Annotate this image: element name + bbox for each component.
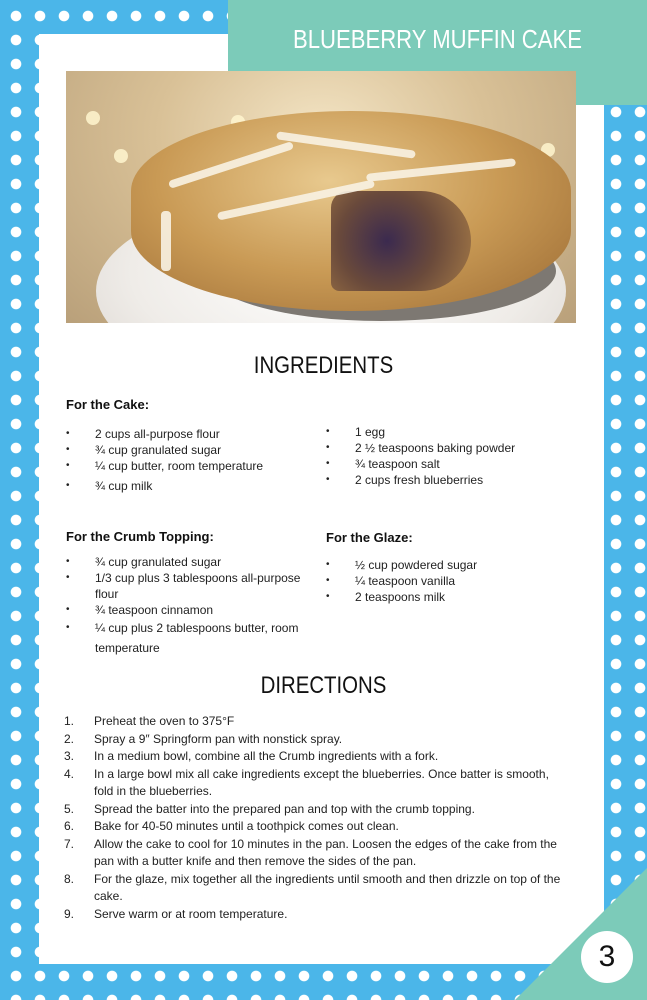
crumb-heading: For the Crumb Topping: [66, 529, 214, 544]
list-item: • 1/3 cup plus 3 tablespoons all-purpose flour [66, 570, 316, 602]
page-number: 3 [581, 931, 633, 983]
list-item: • 2 ½ teaspoons baking powder [326, 440, 576, 456]
list-item: • ¾ cup milk [66, 478, 316, 494]
direction-step: 8. For the glaze, mix together all the ingredients until smooth and then drizzle on top of the cake. [64, 871, 561, 903]
list-item: • ¾ teaspoon cinnamon [66, 602, 316, 618]
corner-accent [515, 868, 647, 1000]
glaze-heading: For the Glaze: [326, 530, 413, 545]
list-item: • ¾ cup granulated sugar [66, 554, 316, 570]
direction-step: 1. Preheat the oven to 375°F [64, 714, 235, 728]
direction-step: 6. Bake for 40-50 minutes until a toothpick comes out clean. [64, 819, 399, 833]
direction-step: 4. In a large bowl mix all cake ingredients except the blueberries. Once batter is smooth, fold in the blueberries. [64, 766, 549, 798]
list-item: • 2 cups fresh blueberries [326, 472, 576, 488]
list-item: • ¼ cup butter, room temperature [66, 458, 316, 474]
cake-heading: For the Cake: [66, 397, 150, 412]
direction-step: 3. In a medium bowl, combine all the Crumb ingredients with a fork. [64, 749, 439, 763]
cake-ingredients-list-2 [326, 424, 576, 488]
list-item: • ¼ cup plus 2 tablespoons butter, room temperature [66, 618, 316, 658]
direction-step: 2. Spray a 9″ Springform pan with nonstick spray. [64, 731, 343, 746]
cake-photo [66, 71, 576, 323]
list-item: • 1 egg [326, 424, 576, 440]
recipe-title: BLUEBERRY MUFFIN CAKE [292, 24, 582, 54]
list-item: • ¼ teaspoon vanilla [326, 573, 576, 589]
list-item: • ½ cup powdered sugar [326, 557, 576, 573]
list-item: • 2 teaspoons milk [326, 589, 576, 605]
cake-ingredients-list-1 [66, 426, 316, 494]
list-item: • ¾ cup granulated sugar [66, 442, 316, 458]
crumb-ingredients-list [66, 554, 316, 658]
directions-heading: DIRECTIONS [260, 672, 387, 699]
glaze-ingredients-list [326, 557, 576, 605]
directions-list [64, 713, 564, 923]
ingredients-heading: INGREDIENTS [253, 352, 394, 379]
list-item: • ¾ teaspoon salt [326, 456, 576, 472]
direction-step: 7. Allow the cake to cool for 10 minutes in the pan. Loosen the edges of the cake from the pan with a butter knife and then remove the sides of the pan. [64, 836, 557, 868]
direction-step: 9. Serve warm or at room temperature. [64, 906, 288, 921]
direction-step: 5. Spread the batter into the prepared pan and top with the crumb topping. [64, 801, 475, 816]
list-item: • 2 cups all-purpose flour [66, 426, 316, 442]
